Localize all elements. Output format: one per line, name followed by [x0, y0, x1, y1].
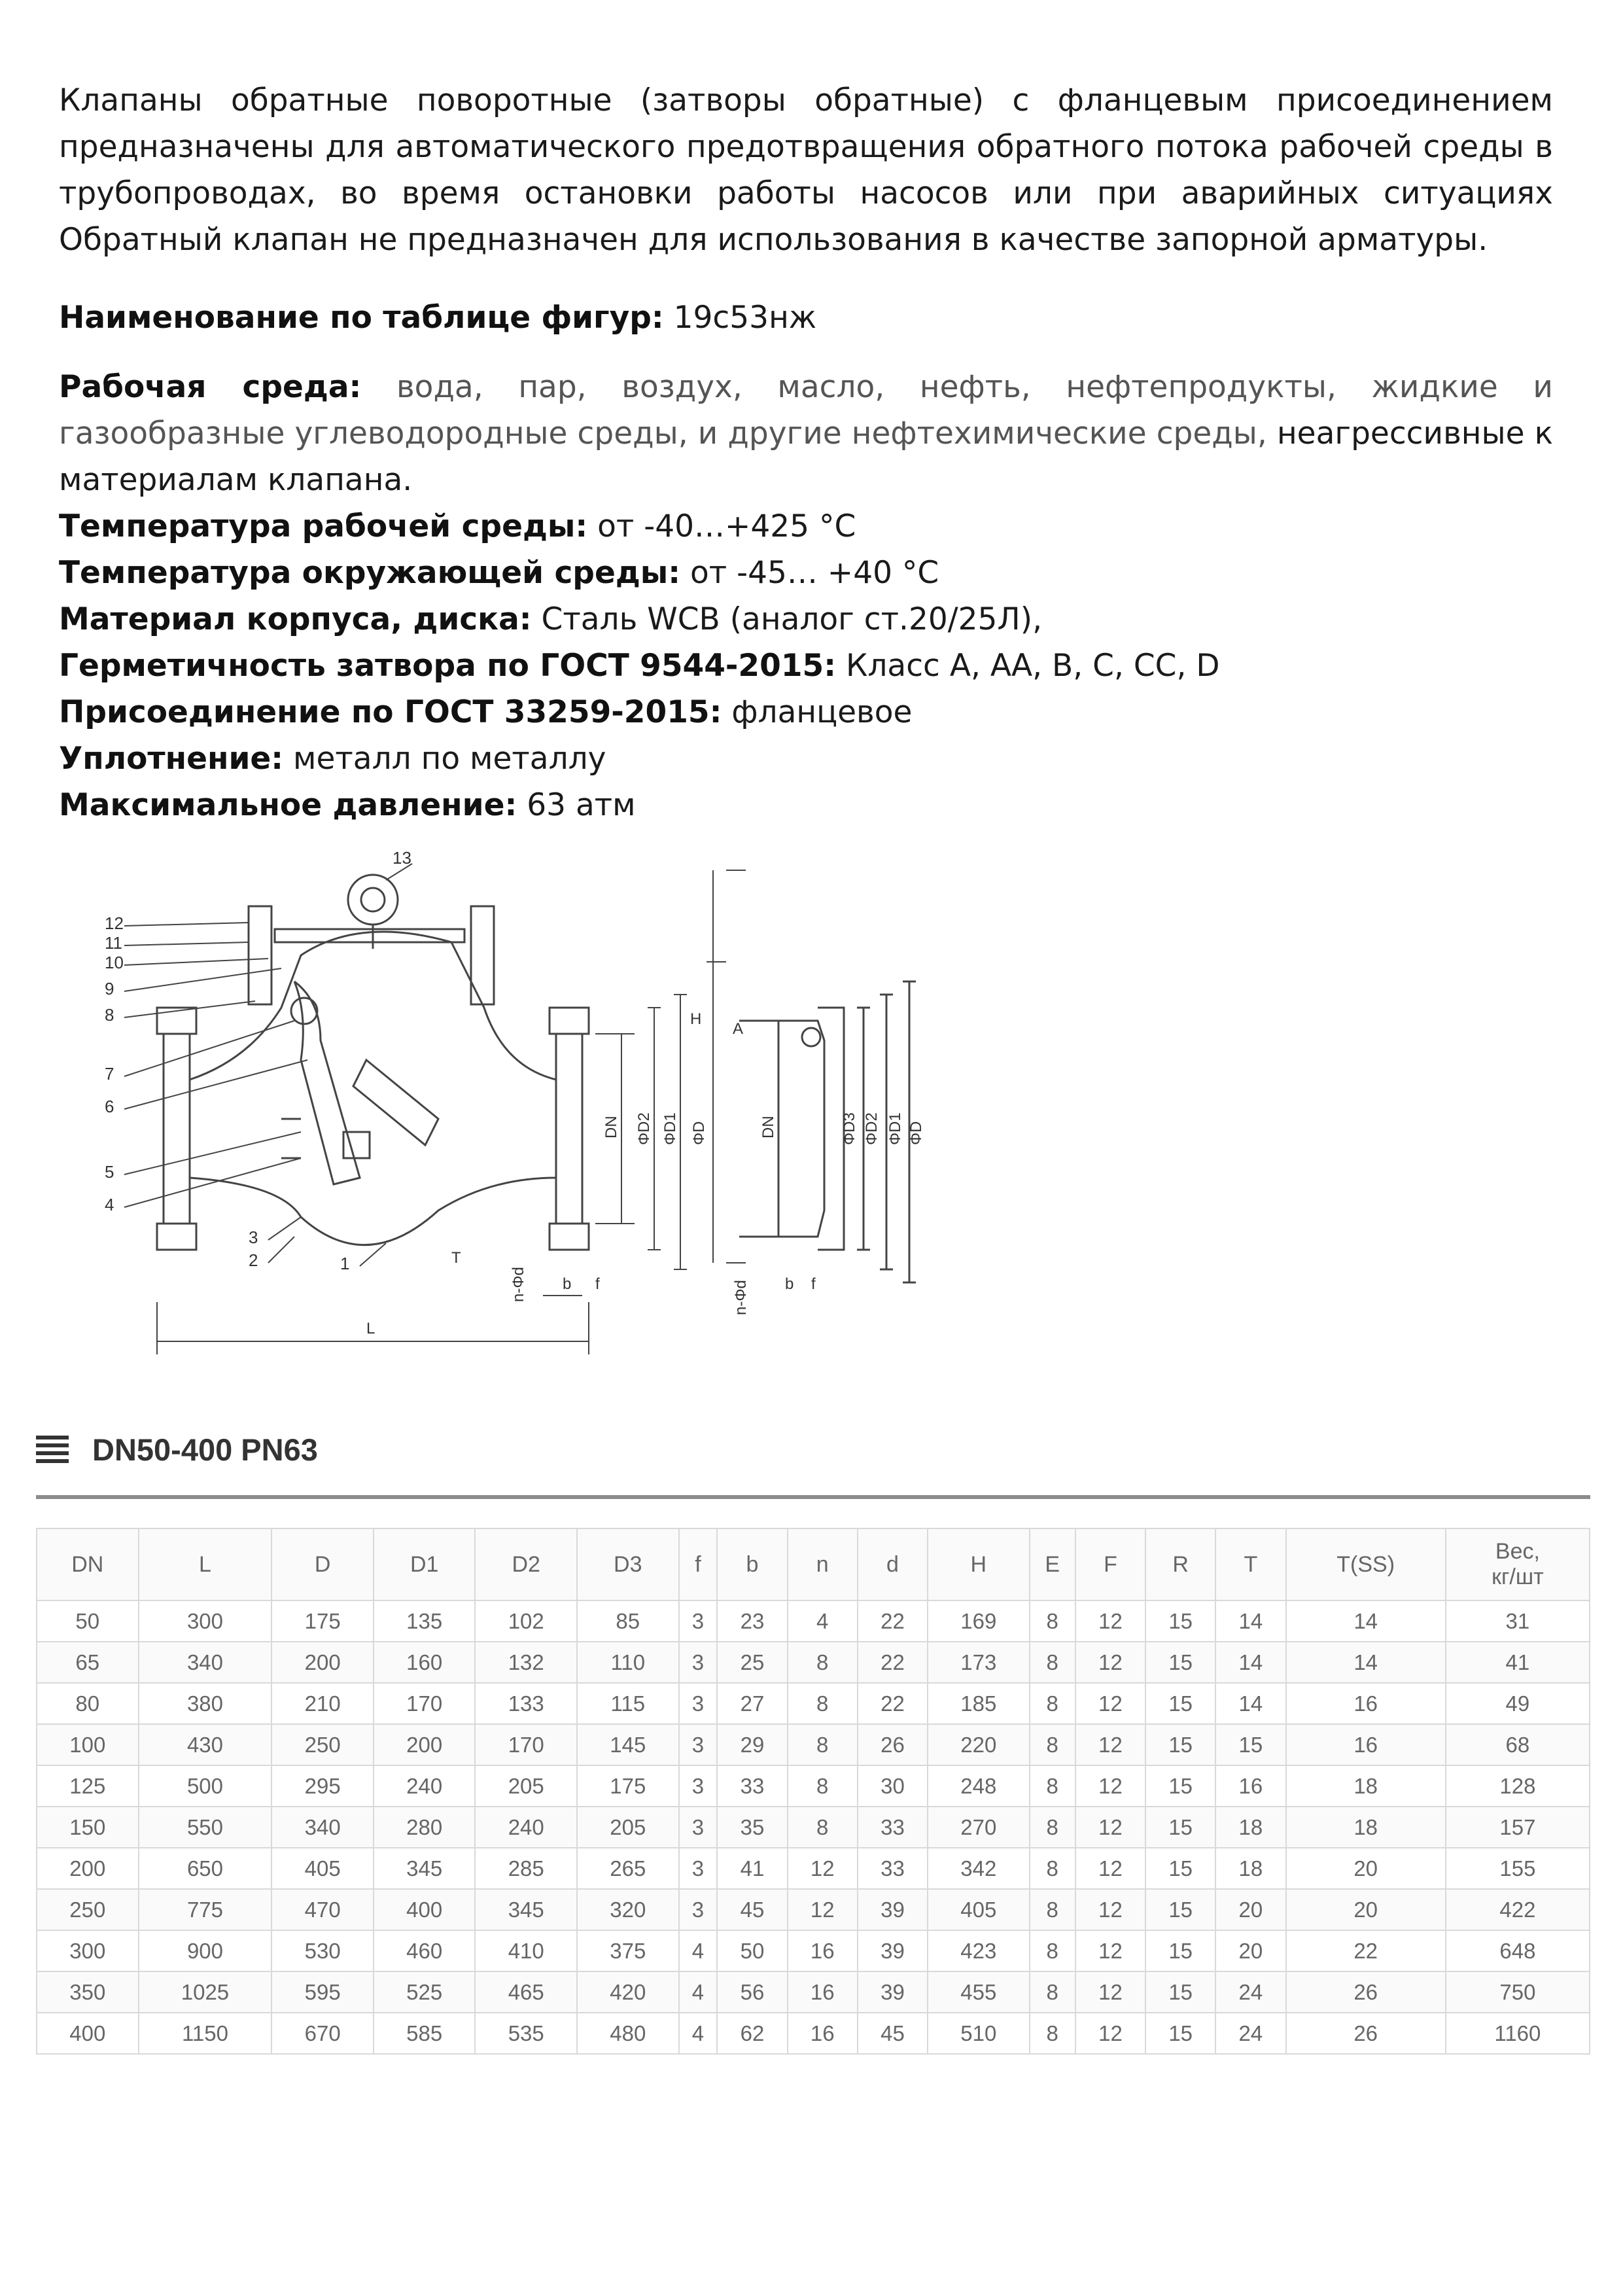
table-cell: 56 [717, 1971, 787, 2013]
table-cell: 18 [1286, 1807, 1446, 1848]
column-header: b [717, 1528, 787, 1600]
table-cell: 8 [1030, 1971, 1075, 2013]
table-cell: 775 [139, 1889, 272, 1930]
table-cell: 20 [1286, 1889, 1446, 1930]
table-cell: 12 [1075, 1971, 1145, 2013]
table-cell: 3 [679, 1889, 718, 1930]
table-cell: 465 [475, 1971, 577, 2013]
table-row [37, 1683, 1590, 1724]
table-cell: 200 [271, 1642, 374, 1683]
table-cell: 4 [788, 1600, 858, 1642]
spec-row: Температура окружающей среды: от -45… +40 °С [59, 555, 939, 591]
table-cell: 26 [858, 1724, 928, 1765]
table-row [37, 1848, 1590, 1889]
table-cell: 900 [139, 1930, 272, 1971]
column-header: R [1145, 1528, 1215, 1600]
table-cell: 26 [1286, 2013, 1446, 2054]
medium-line [59, 364, 1553, 503]
table-cell: 750 [1446, 1971, 1590, 2013]
table-cell: 135 [374, 1600, 476, 1642]
table-cell: 12 [1075, 1807, 1145, 1848]
table-cell: 12 [788, 1848, 858, 1889]
intro-paragraph: Клапаны обратные поворотные (затворы обратные) с фланцевым присоединением предназначены для автоматического предотвращения обратного потока рабочей среды в трубопроводах, во время остановки работы насосов или при аварийных ситуациях Обратный клапан не предназначен для использования в качестве запорной арматуры. [59, 82, 1553, 258]
table-cell: 8 [1030, 1848, 1075, 1889]
dimensions-table [36, 1528, 1590, 2055]
figure-name-label: Наименование по таблице фигур: [59, 300, 664, 336]
dim-dn: DN [602, 1116, 620, 1139]
table-cell: 45 [717, 1889, 787, 1930]
column-header: D3 [577, 1528, 679, 1600]
column-header: E [1030, 1528, 1075, 1600]
valve-body [157, 875, 589, 1250]
table-cell: 100 [37, 1724, 139, 1765]
menu-icon [36, 1436, 69, 1463]
table-cell: 22 [858, 1683, 928, 1724]
table-cell: 4 [679, 2013, 718, 2054]
table-cell: 423 [928, 1930, 1030, 1971]
callout-4: 4 [105, 1195, 114, 1214]
table-cell: 49 [1446, 1683, 1590, 1724]
callout-5: 5 [105, 1162, 114, 1182]
table-cell: 8 [1030, 2013, 1075, 2054]
medium-value-dark: неагрессивные к материалам клапана. [59, 415, 1553, 498]
table-cell: 8 [1030, 1724, 1075, 1765]
table-cell: 22 [858, 1600, 928, 1642]
table-cell: 220 [928, 1724, 1030, 1765]
table-cell: 26 [1286, 1971, 1446, 2013]
column-header: T [1215, 1528, 1285, 1600]
table-cell: 24 [1215, 1971, 1285, 2013]
dim-l: L [366, 1320, 375, 1337]
table-cell: 410 [475, 1930, 577, 1971]
column-header: D1 [374, 1528, 476, 1600]
table-cell: 30 [858, 1765, 928, 1807]
table-cell: 39 [858, 1930, 928, 1971]
callout-8: 8 [105, 1005, 114, 1025]
table-cell: 8 [1030, 1600, 1075, 1642]
dim-d: ΦD [690, 1121, 708, 1145]
table-row [37, 2013, 1590, 2054]
table-cell: 205 [475, 1765, 577, 1807]
table-cell: 1150 [139, 2013, 272, 2054]
table-cell: 170 [374, 1683, 476, 1724]
table-cell: 345 [374, 1848, 476, 1889]
table-cell: 8 [788, 1724, 858, 1765]
spec-row: Материал корпуса, диска: Сталь WCB (аналог ст.20/25Л), [59, 601, 1043, 637]
table-cell: 24 [1215, 2013, 1285, 2054]
dim-d1: ΦD1 [661, 1112, 679, 1145]
table-cell: 170 [475, 1724, 577, 1765]
table-cell: 12 [1075, 1724, 1145, 1765]
table-cell: 12 [1075, 1889, 1145, 1930]
table-cell: 550 [139, 1807, 272, 1848]
table-row [37, 1600, 1590, 1642]
table-cell: 400 [374, 1889, 476, 1930]
column-header: T(SS) [1286, 1528, 1446, 1600]
table-cell: 16 [788, 2013, 858, 2054]
table-cell: 169 [928, 1600, 1030, 1642]
table-cell: 3 [679, 1600, 718, 1642]
table-cell: 50 [37, 1600, 139, 1642]
table-cell: 3 [679, 1683, 718, 1724]
callout-12: 12 [105, 913, 124, 933]
table-cell: 133 [475, 1683, 577, 1724]
table-cell: 295 [271, 1765, 374, 1807]
table-cell: 4 [679, 1930, 718, 1971]
table-cell: 8 [788, 1807, 858, 1848]
table-cell: 102 [475, 1600, 577, 1642]
spec-row: Уплотнение: металл по металлу [59, 741, 606, 777]
spec-row: Максимальное давление: 63 атм [59, 787, 636, 823]
table-cell: 12 [1075, 1600, 1145, 1642]
table-cell: 125 [37, 1765, 139, 1807]
table-cell: 1025 [139, 1971, 272, 2013]
column-header: Вес, кг/шт [1446, 1528, 1590, 1600]
table-cell: 68 [1446, 1724, 1590, 1765]
medium-value-grey: вода, пар, воздух, масло, нефть, нефтепродукты, жидкие и газообразные углеводородные среды, и другие нефтехимические среды, [59, 369, 1553, 451]
table-cell: 595 [271, 1971, 374, 2013]
spec-row: Герметичность затвора по ГОСТ 9544-2015: Класс А, АА, В, С, СС, D [59, 648, 1220, 684]
table-cell: 175 [577, 1765, 679, 1807]
table-cell: 80 [37, 1683, 139, 1724]
table-cell: 20 [1215, 1930, 1285, 1971]
table-cell: 648 [1446, 1930, 1590, 1971]
table-cell: 12 [1075, 1930, 1145, 1971]
callout-13: 13 [393, 848, 411, 868]
dim-t: T [451, 1249, 461, 1267]
callout-6: 6 [105, 1097, 114, 1116]
dim-b-side: b [785, 1275, 794, 1293]
table-cell: 16 [1215, 1765, 1285, 1807]
table-cell: 110 [577, 1642, 679, 1683]
table-cell: 12 [1075, 1848, 1145, 1889]
table-cell: 16 [1286, 1683, 1446, 1724]
table-cell: 345 [475, 1889, 577, 1930]
column-header: H [928, 1528, 1030, 1600]
table-cell: 8 [788, 1765, 858, 1807]
callout-10: 10 [105, 953, 124, 972]
table-cell: 248 [928, 1765, 1030, 1807]
table-cell: 3 [679, 1724, 718, 1765]
table-cell: 15 [1145, 1971, 1215, 2013]
table-cell: 3 [679, 1807, 718, 1848]
table-cell: 430 [139, 1724, 272, 1765]
table-cell: 280 [374, 1807, 476, 1848]
table-title: DN50-400 PN63 [92, 1432, 318, 1467]
table-cell: 14 [1286, 1600, 1446, 1642]
table-cell: 39 [858, 1889, 928, 1930]
table-row [37, 1889, 1590, 1930]
table-cell: 250 [271, 1724, 374, 1765]
table-cell: 18 [1215, 1848, 1285, 1889]
table-cell: 18 [1215, 1807, 1285, 1848]
column-header: n [788, 1528, 858, 1600]
table-cell: 12 [1075, 1765, 1145, 1807]
table-cell: 340 [139, 1642, 272, 1683]
column-header: d [858, 1528, 928, 1600]
table-cell: 375 [577, 1930, 679, 1971]
table-row [37, 1807, 1590, 1848]
callout-3: 3 [249, 1227, 258, 1247]
table-cell: 14 [1215, 1642, 1285, 1683]
table-cell: 400 [37, 2013, 139, 2054]
table-cell: 175 [271, 1600, 374, 1642]
table-cell: 27 [717, 1683, 787, 1724]
table-cell: 205 [577, 1807, 679, 1848]
table-cell: 22 [1286, 1930, 1446, 1971]
table-row [37, 1724, 1590, 1765]
table-cell: 45 [858, 2013, 928, 2054]
spec-row: Температура рабочей среды: от -40…+425 °С [59, 508, 856, 544]
dim-d1-side: ΦD1 [886, 1112, 904, 1145]
table-cell: 65 [37, 1642, 139, 1683]
table-cell: 15 [1145, 1848, 1215, 1889]
table-cell: 670 [271, 2013, 374, 2054]
table-cell: 8 [1030, 1807, 1075, 1848]
table-row [37, 1765, 1590, 1807]
table-cell: 18 [1286, 1765, 1446, 1807]
table-cell: 185 [928, 1683, 1030, 1724]
table-cell: 33 [858, 1848, 928, 1889]
table-cell: 23 [717, 1600, 787, 1642]
table-cell: 250 [37, 1889, 139, 1930]
table-cell: 8 [1030, 1765, 1075, 1807]
table-row [37, 1642, 1590, 1683]
table-cell: 470 [271, 1889, 374, 1930]
table-cell: 157 [1446, 1807, 1590, 1848]
table-cell: 420 [577, 1971, 679, 2013]
table-cell: 16 [788, 1971, 858, 2013]
callout-7: 7 [105, 1064, 114, 1084]
table-cell: 33 [717, 1765, 787, 1807]
table-cell: 150 [37, 1807, 139, 1848]
callout-2: 2 [249, 1250, 258, 1270]
table-cell: 285 [475, 1848, 577, 1889]
table-cell: 62 [717, 2013, 787, 2054]
column-header: f [679, 1528, 718, 1600]
table-cell: 14 [1286, 1642, 1446, 1683]
table-cell: 265 [577, 1848, 679, 1889]
table-cell: 173 [928, 1642, 1030, 1683]
table-cell: 3 [679, 1765, 718, 1807]
table-cell: 155 [1446, 1848, 1590, 1889]
table-cell: 535 [475, 2013, 577, 2054]
table-cell: 33 [858, 1807, 928, 1848]
table-cell: 12 [788, 1889, 858, 1930]
dim-b: b [563, 1275, 572, 1293]
table-cell: 29 [717, 1724, 787, 1765]
figure-name-line [59, 294, 1553, 341]
table-section-header [36, 1430, 318, 1469]
dim-n-d: n-Φd [510, 1267, 527, 1302]
table-cell: 132 [475, 1642, 577, 1683]
callout-9: 9 [105, 979, 114, 998]
table-cell: 115 [577, 1683, 679, 1724]
table-cell: 422 [1446, 1889, 1590, 1930]
table-cell: 31 [1446, 1600, 1590, 1642]
table-cell: 530 [271, 1930, 374, 1971]
table-cell: 8 [1030, 1683, 1075, 1724]
table-cell: 35 [717, 1807, 787, 1848]
dim-dn-side: DN [759, 1116, 777, 1139]
table-cell: 41 [1446, 1642, 1590, 1683]
dim-f: f [595, 1275, 600, 1293]
table-cell: 20 [1286, 1848, 1446, 1889]
table-cell: 525 [374, 1971, 476, 2013]
divider [36, 1495, 1590, 1499]
column-header: L [139, 1528, 272, 1600]
table-cell: 20 [1215, 1889, 1285, 1930]
table-header-row [37, 1528, 1590, 1600]
table-cell: 270 [928, 1807, 1030, 1848]
table-cell: 8 [1030, 1642, 1075, 1683]
table-cell: 50 [717, 1930, 787, 1971]
table-cell: 240 [374, 1765, 476, 1807]
table-cell: 15 [1215, 1724, 1285, 1765]
table-cell: 8 [1030, 1930, 1075, 1971]
table-cell: 4 [679, 1971, 718, 2013]
table-cell: 8 [1030, 1889, 1075, 1930]
table-cell: 39 [858, 1971, 928, 2013]
table-cell: 500 [139, 1765, 272, 1807]
dim-f-side: f [811, 1275, 816, 1293]
table-cell: 22 [858, 1642, 928, 1683]
table-cell: 15 [1145, 1930, 1215, 1971]
table-cell: 405 [271, 1848, 374, 1889]
table-cell: 8 [788, 1683, 858, 1724]
table-cell: 510 [928, 2013, 1030, 2054]
table-cell: 350 [37, 1971, 139, 2013]
table-cell: 41 [717, 1848, 787, 1889]
table-cell: 160 [374, 1642, 476, 1683]
table-cell: 12 [1075, 1642, 1145, 1683]
table-cell: 15 [1145, 1600, 1215, 1642]
table-cell: 15 [1145, 1642, 1215, 1683]
table-cell: 15 [1145, 1889, 1215, 1930]
table-row [37, 1971, 1590, 2013]
column-header: DN [37, 1528, 139, 1600]
callout-1: 1 [340, 1254, 350, 1273]
table-cell: 8 [788, 1642, 858, 1683]
valve-drawing [85, 844, 925, 1368]
table-cell: 128 [1446, 1765, 1590, 1807]
dim-d3: ΦD3 [841, 1112, 858, 1145]
column-header: D2 [475, 1528, 577, 1600]
dimension-labels-right [732, 1020, 925, 1315]
dim-d2-side: ΦD2 [863, 1112, 881, 1145]
table-cell: 3 [679, 1642, 718, 1683]
figure-name-value: 19с53нж [673, 300, 817, 336]
table-cell: 300 [37, 1930, 139, 1971]
dimension-labels-left [366, 1010, 708, 1337]
table-cell: 14 [1215, 1683, 1285, 1724]
dim-a: A [733, 1020, 744, 1038]
table-cell: 15 [1145, 1724, 1215, 1765]
medium-label: Рабочая среда: [59, 369, 362, 405]
table-cell: 455 [928, 1971, 1030, 2013]
spec-row: Присоединение по ГОСТ 33259-2015: фланцевое [59, 694, 913, 730]
table-cell: 480 [577, 2013, 679, 2054]
table-cell: 585 [374, 2013, 476, 2054]
column-header: D [271, 1528, 374, 1600]
table-cell: 380 [139, 1683, 272, 1724]
dim-d-side: ΦD [907, 1121, 925, 1145]
table-cell: 145 [577, 1724, 679, 1765]
table-cell: 16 [788, 1930, 858, 1971]
table-row [37, 1930, 1590, 1971]
spec-list [59, 503, 1553, 828]
table-cell: 85 [577, 1600, 679, 1642]
table-cell: 12 [1075, 2013, 1145, 2054]
table-cell: 1160 [1446, 2013, 1590, 2054]
table-cell: 405 [928, 1889, 1030, 1930]
dim-d2: ΦD2 [635, 1112, 653, 1145]
callout-11: 11 [105, 933, 122, 953]
table-cell: 200 [37, 1848, 139, 1889]
table-cell: 14 [1215, 1600, 1285, 1642]
table-cell: 15 [1145, 2013, 1215, 2054]
table-cell: 342 [928, 1848, 1030, 1889]
column-header: F [1075, 1528, 1145, 1600]
table-cell: 460 [374, 1930, 476, 1971]
table-cell: 25 [717, 1642, 787, 1683]
table-cell: 12 [1075, 1683, 1145, 1724]
table-cell: 15 [1145, 1683, 1215, 1724]
table-cell: 320 [577, 1889, 679, 1930]
table-cell: 340 [271, 1807, 374, 1848]
table-cell: 15 [1145, 1765, 1215, 1807]
table-cell: 300 [139, 1600, 272, 1642]
table-cell: 240 [475, 1807, 577, 1848]
table-cell: 3 [679, 1848, 718, 1889]
table-cell: 16 [1286, 1724, 1446, 1765]
table-cell: 210 [271, 1683, 374, 1724]
table-cell: 650 [139, 1848, 272, 1889]
table-cell: 15 [1145, 1807, 1215, 1848]
dim-h: H [690, 1010, 702, 1028]
dim-n-d-side: n-Φd [732, 1280, 750, 1315]
table-cell: 200 [374, 1724, 476, 1765]
